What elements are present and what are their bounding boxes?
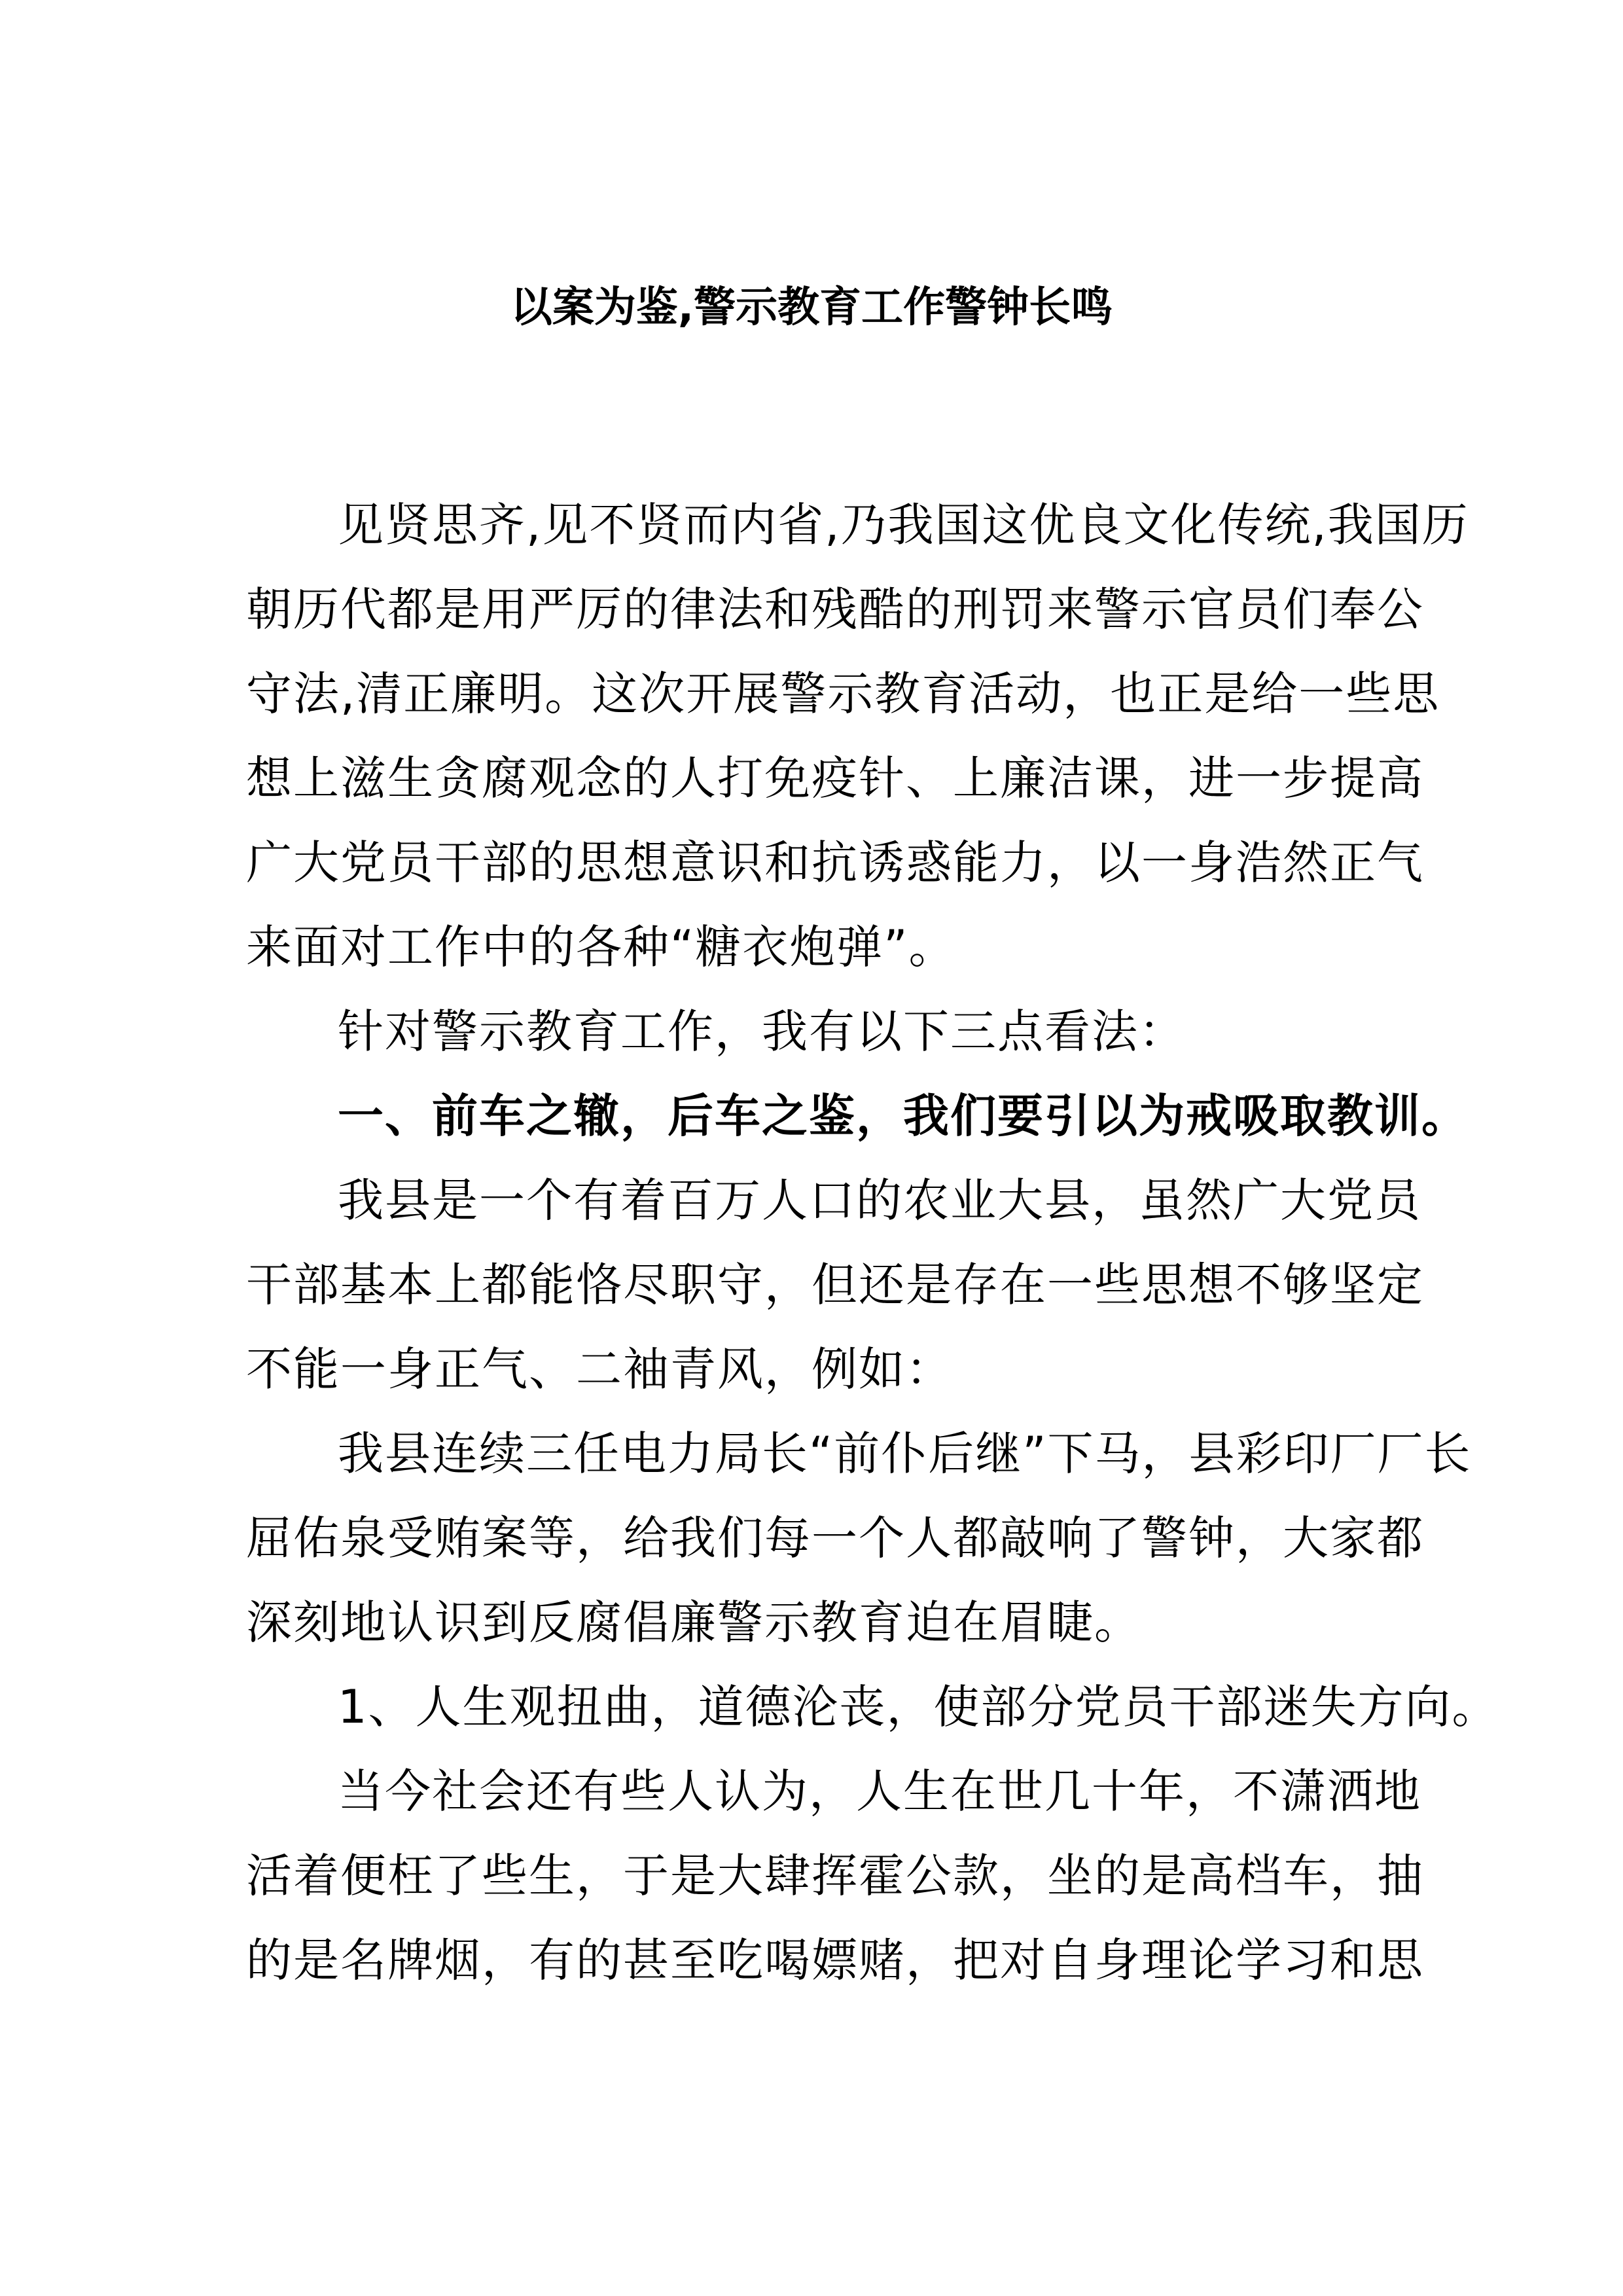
paragraph-line: 针对警示教育工作，我有以下三点看法： <box>338 1005 1186 1058</box>
section-heading: 一、前车之辙，后车之鉴，我们要引以为戒吸取教训。 <box>338 1089 1469 1143</box>
paragraph-line: 守法,清正廉明。这次开展警示教育活动，也正是给一些思 <box>246 667 1440 721</box>
paragraph-line: 想上滋生贪腐观念的人打免疫针、上廉洁课，进一步提高 <box>246 751 1424 805</box>
paragraph-line: 广大党员干部的思想意识和抗诱惑能力，以一身浩然正气 <box>246 836 1424 889</box>
paragraph-line: 不能一身正气、二袖青风，例如： <box>246 1342 953 1396</box>
paragraph-line: 我县是一个有着百万人口的农业大县，虽然广大党员 <box>338 1174 1421 1227</box>
paragraph-line: 的是名牌烟，有的甚至吃喝嫖赌，把对自身理论学习和思 <box>246 1933 1424 1987</box>
paragraph-line: 当今社会还有些人认为，人生在世几十年，不潇洒地 <box>338 1765 1421 1818</box>
paragraph-line: 深刻地认识到反腐倡廉警示教育迫在眉睫。 <box>246 1596 1141 1649</box>
paragraph-line: 活着便枉了些生，于是大肆挥霍公款，坐的是高档车，抽 <box>246 1849 1424 1903</box>
paragraph-line: 干部基本上都能恪尽职守，但还是存在一些思想不够坚定 <box>246 1258 1424 1312</box>
paragraph-line: 朝历代都是用严厉的律法和残酷的刑罚来警示官员们奉公 <box>246 583 1424 636</box>
subsection-heading: 1、人生观扭曲，道德沦丧，使部分党员干部迷失方向。 <box>338 1680 1499 1734</box>
paragraph-line: 我县连续三任电力局长“前仆后继”下马，县彩印厂厂长 <box>338 1427 1472 1480</box>
paragraph-line: 屈佑泉受贿案等，给我们每一个人都敲响了警钟，大家都 <box>246 1511 1424 1565</box>
paragraph-line: 来面对工作中的各种“糖衣炮弹”。 <box>246 920 956 974</box>
paragraph-line: 见贤思齐,见不贤而内省,乃我国这优良文化传统,我国历 <box>338 498 1469 552</box>
document-body <box>246 483 1499 2003</box>
document-title: 以案为鉴,警示教育工作警钟长鸣 <box>510 283 1113 332</box>
